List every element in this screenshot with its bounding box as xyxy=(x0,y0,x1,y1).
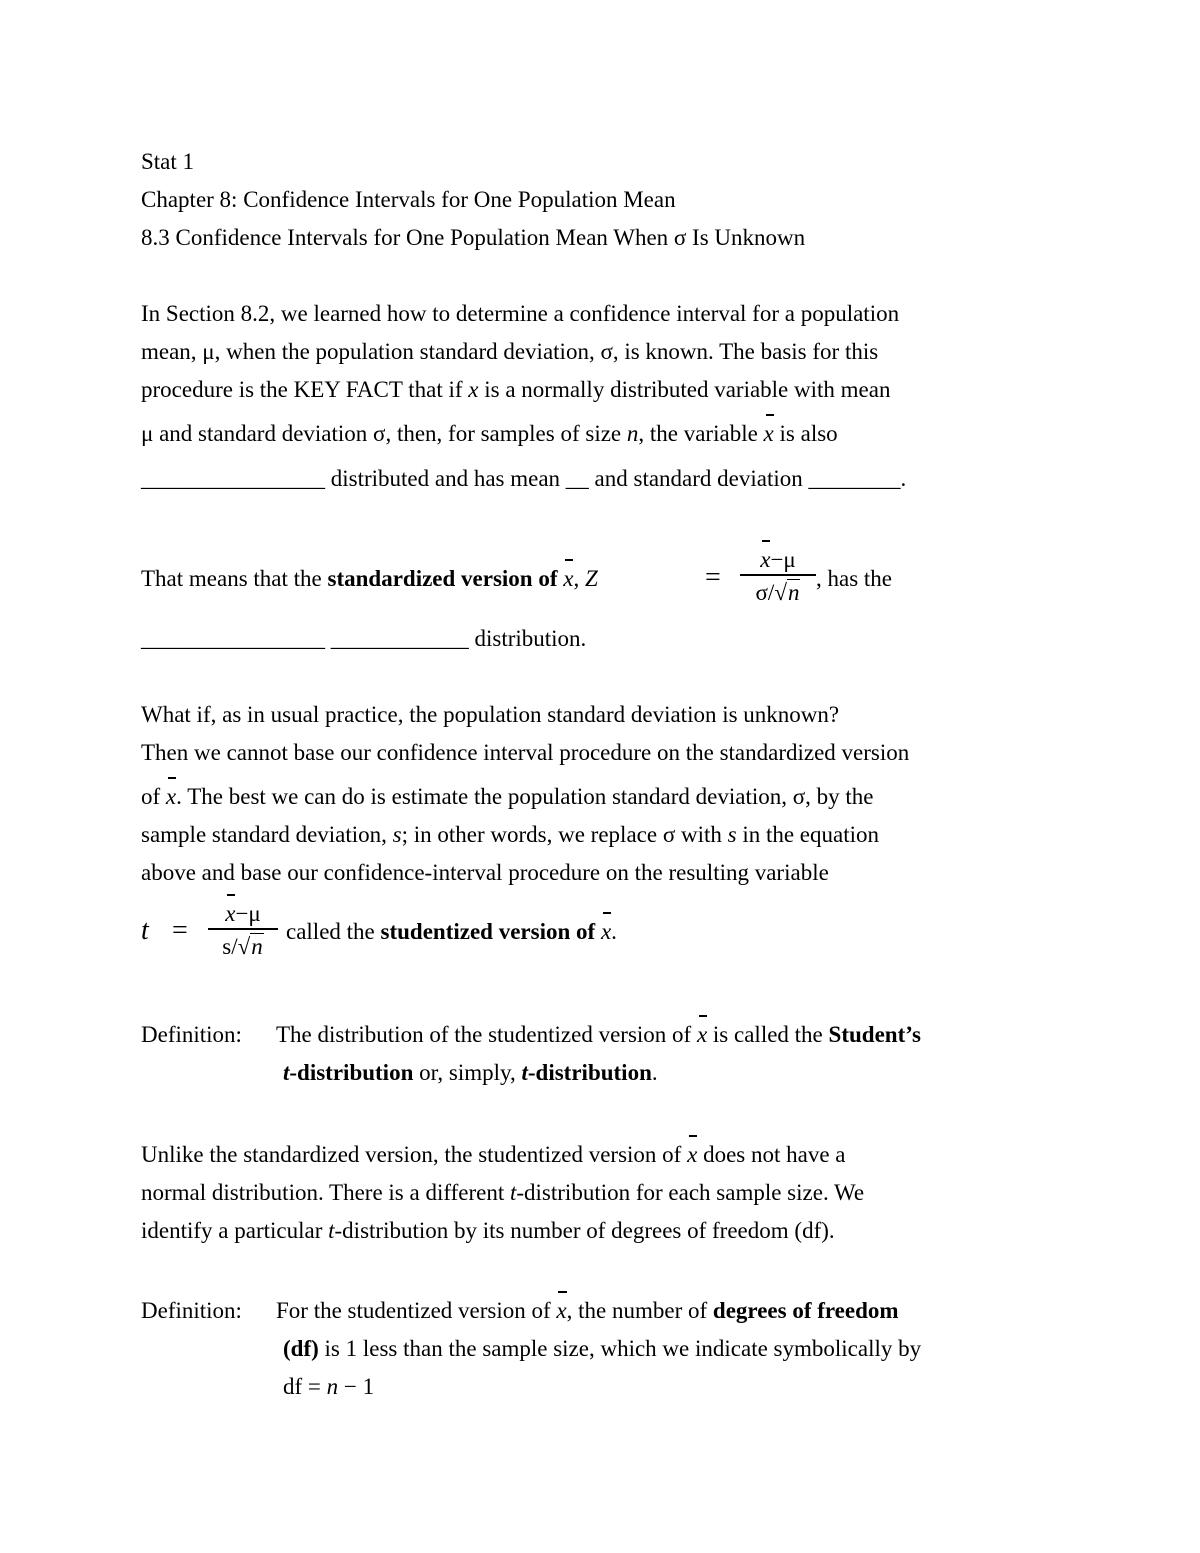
definition-label: Definition: xyxy=(141,1298,242,1323)
x-bar-symbol: x xyxy=(763,421,774,446)
text-line: normal distribution. There is a different t-distribution for each sample size. We xyxy=(141,1180,865,1205)
text-line: identify a particular t-distribution by its number of degrees of freedom (df). xyxy=(141,1218,835,1243)
text-line: ________________ distributed and has mean __ and standard deviation ________. xyxy=(141,466,907,491)
text-line: Unlike the standardized version, the studentized version of x does not have a xyxy=(141,1142,846,1167)
z-formula-fraction: x−μ σ/√n xyxy=(740,548,816,604)
text-line: (df) is 1 less than the sample size, which we indicate symbolically by xyxy=(283,1336,922,1361)
x-bar-symbol: x xyxy=(563,566,574,591)
course-title: Stat 1 xyxy=(141,149,195,174)
x-bar-symbol: x xyxy=(600,919,612,944)
definition-label: Definition: xyxy=(141,1022,242,1047)
text-line: of x. The best we can do is estimate the population standard deviation, σ, by the xyxy=(141,784,874,809)
chapter-title: Chapter 8: Confidence Intervals for One Population Mean xyxy=(141,187,676,212)
x-bar-symbol: x xyxy=(687,1142,698,1167)
text-line: called the studentized version of x. xyxy=(286,919,617,944)
text-line: sample standard deviation, s; in other words, we replace σ with s in the equation xyxy=(141,822,879,847)
text-line: , has the xyxy=(816,566,893,591)
text-line: The distribution of the studentized version of x is called the Student’s xyxy=(276,1022,921,1047)
text-line: procedure is the KEY FACT that if x is a normally distributed variable with mean xyxy=(141,377,891,402)
t-formula-fraction: x−μ s/√n xyxy=(208,902,278,958)
text-line: μ and standard deviation σ, then, for samples of size n, the variable x is also xyxy=(141,421,838,446)
x-bar-symbol: x xyxy=(556,1298,567,1323)
text-line: t-distribution or, simply, t-distribution. xyxy=(283,1060,658,1085)
text-line: above and base our confidence-interval procedure on the resulting variable xyxy=(141,860,829,885)
text-line: mean, μ, when the population standard deviation, σ, is known. The basis for this xyxy=(141,339,879,364)
t-symbol: t xyxy=(141,915,149,946)
text-line: What if, as in usual practice, the population standard deviation is unknown? xyxy=(141,702,840,727)
text-line: Then we cannot base our confidence interval procedure on the standardized version xyxy=(141,740,910,765)
section-title: 8.3 Confidence Intervals for One Population Mean When σ Is Unknown xyxy=(141,225,806,250)
text-line: For the studentized version of x, the number of degrees of freedom xyxy=(276,1298,899,1323)
text-line: That means that the standardized version of x, Z xyxy=(141,566,598,591)
equals-sign: = xyxy=(705,562,721,593)
text-line: ________________ ____________ distribution. xyxy=(141,626,587,651)
x-bar-symbol: x xyxy=(165,784,177,809)
text-line: In Section 8.2, we learned how to determine a confidence interval for a population xyxy=(141,301,900,326)
df-formula: df = n − 1 xyxy=(283,1374,375,1399)
equals-sign: = xyxy=(172,915,188,946)
x-bar-symbol: x xyxy=(696,1022,708,1047)
